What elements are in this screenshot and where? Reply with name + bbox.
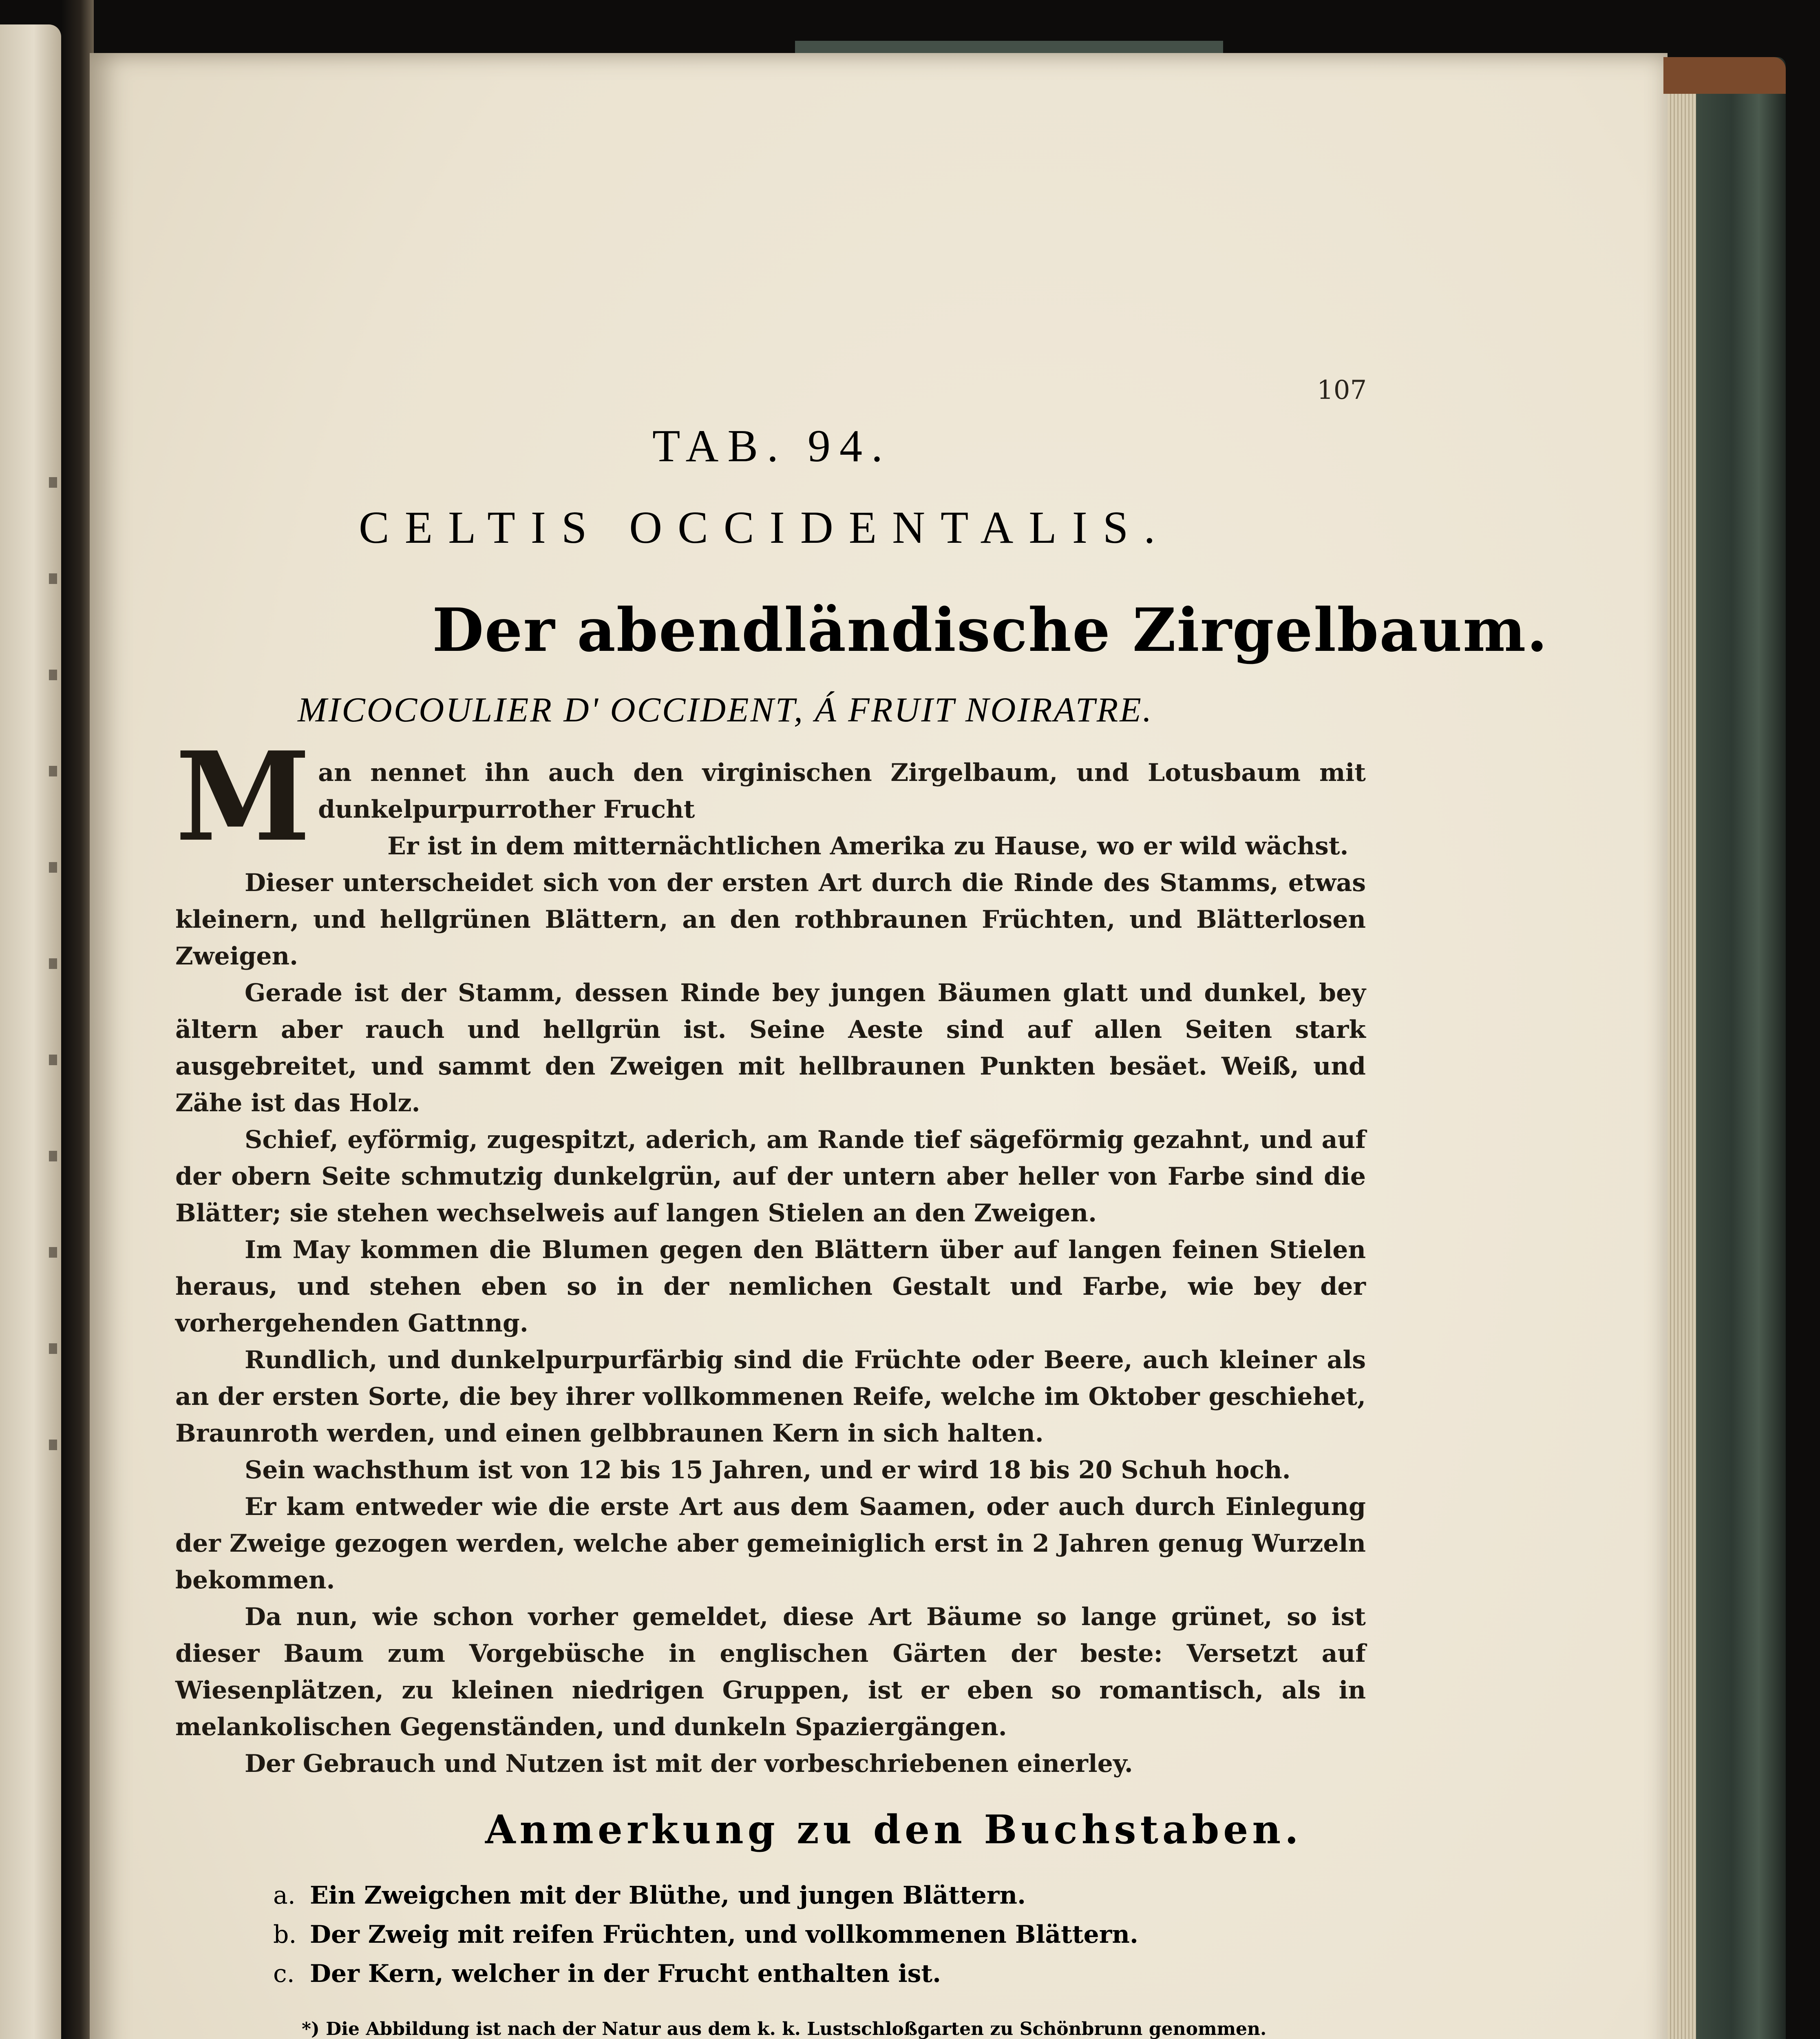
book-cover bbox=[1696, 57, 1786, 2039]
book-gutter bbox=[61, 0, 94, 2039]
paragraph-text: an nennet ihn auch den virginischen Zirgelbaum, und Lotusbaum mit dunkelpurpurrother Frucht bbox=[318, 759, 1366, 824]
note-letter: a. bbox=[273, 1881, 296, 1910]
paragraph: Schief, eyförmig, zugespitzt, aderich, am Rande tief sägeförmig gezahnt, und auf der obern Seite schmutzig dunkelgrün, auf der untern aber heller von Farbe sind die Blätter; sie stehen wechselweis auf langen Stielen an den Zweigen. bbox=[175, 1126, 1366, 1227]
note-letter: c. bbox=[273, 1959, 295, 1988]
notes-heading: Anmerkung zu den Buchstaben. bbox=[485, 1807, 1303, 1853]
cover-corner-top bbox=[1663, 57, 1786, 94]
note-letter: b. bbox=[273, 1920, 297, 1949]
paragraph: Im May kommen die Blumen gegen den Blättern über auf langen feinen Stielen heraus, und stehen eben so in der nemlichen Gestalt und Farbe, wie bey der vorhergehenden Gattnng. bbox=[175, 1236, 1366, 1338]
paragraph: Der Gebrauch und Nutzen ist mit der vorbeschriebenen einerley. bbox=[245, 1749, 1133, 1778]
note-item bbox=[273, 1876, 1138, 1915]
drop-cap: M bbox=[175, 725, 311, 869]
note-item bbox=[273, 1915, 1138, 1954]
german-title: Der abendländische Zirgelbaum. bbox=[432, 595, 1548, 665]
note-text: Der Zweig mit reifen Früchten, und vollkommenen Blättern. bbox=[310, 1920, 1138, 1949]
note-text: Ein Zweigchen mit der Blüthe, und jungen Blättern. bbox=[310, 1881, 1026, 1910]
page-edges bbox=[1668, 61, 1696, 2039]
paragraph: Er kam entweder wie die erste Art aus dem Saamen, oder auch durch Einlegung der Zweige gezogen werden, welche aber gemeiniglich erst in 2 Jahren genug Wurzeln bekommen. bbox=[175, 1493, 1366, 1594]
paragraph: Da nun, wie schon vorher gemeldet, diese Art Bäume so lange grünet, so ist dieser Baum zum Vorgebüsche in englischen Gärten der beste: Versetzt auf Wiesenplätzen, zu kleinen niedrigen Gruppen, ist er eben so romantisch, als in melankolischen Gegenständen, und dunkeln Spaziergängen. bbox=[175, 1603, 1366, 1741]
tab-heading: TAB. 94. bbox=[652, 421, 892, 471]
note-item bbox=[273, 1954, 1138, 1993]
footnote: *) Die Abbildung ist nach der Natur aus dem k. k. Lustschloßgarten zu Schönbrunn genommen. bbox=[302, 2019, 1267, 2039]
french-title: MICOCOULIER D' OCCIDENT, Á FRUIT NOIRATRE. bbox=[298, 690, 1153, 729]
paragraph: Dieser unterscheidet sich von der ersten Art durch die Rinde des Stamms, etwas kleinern, und hellgrünen Blättern, an den rothbraunen Früchten, und Blätterlosen Zweigen. bbox=[175, 869, 1366, 971]
paragraph: Gerade ist der Stamm, dessen Rinde bey jungen Bäumen glatt und dunkel, bey ältern aber rauch und hellgrün ist. Seine Aeste sind auf allen Seiten stark ausgebreitet, und sammt den Zweigen mit hellbraunen Punkten besäet. Weiß, und Zähe ist das Holz. bbox=[175, 979, 1366, 1117]
notes-list bbox=[273, 1876, 1138, 1993]
page-number: 107 bbox=[1317, 375, 1367, 405]
paragraph: Er ist in dem mitternächtlichen Amerika zu Hause, wo er wild wächst. bbox=[387, 832, 1349, 860]
paragraph: Rundlich, und dunkelpurpurfärbig sind die Früchte oder Beere, auch kleiner als an der ersten Sorte, die bey ihrer vollkommenen Reife, welche im Oktober geschiehet, Braunroth werden, und einen gelbbraunen Kern in sich halten. bbox=[175, 1346, 1366, 1448]
left-page-edge bbox=[0, 24, 61, 2039]
paragraph: Sein wachsthum ist von 12 bis 15 Jahren, und er wird 18 bis 20 Schuh hoch. bbox=[245, 1456, 1291, 1484]
latin-title: CELTIS OCCIDENTALIS. bbox=[359, 502, 1171, 553]
body-text bbox=[175, 725, 1366, 1782]
note-text: Der Kern, welcher in der Frucht enthalten ist. bbox=[310, 1959, 941, 1988]
